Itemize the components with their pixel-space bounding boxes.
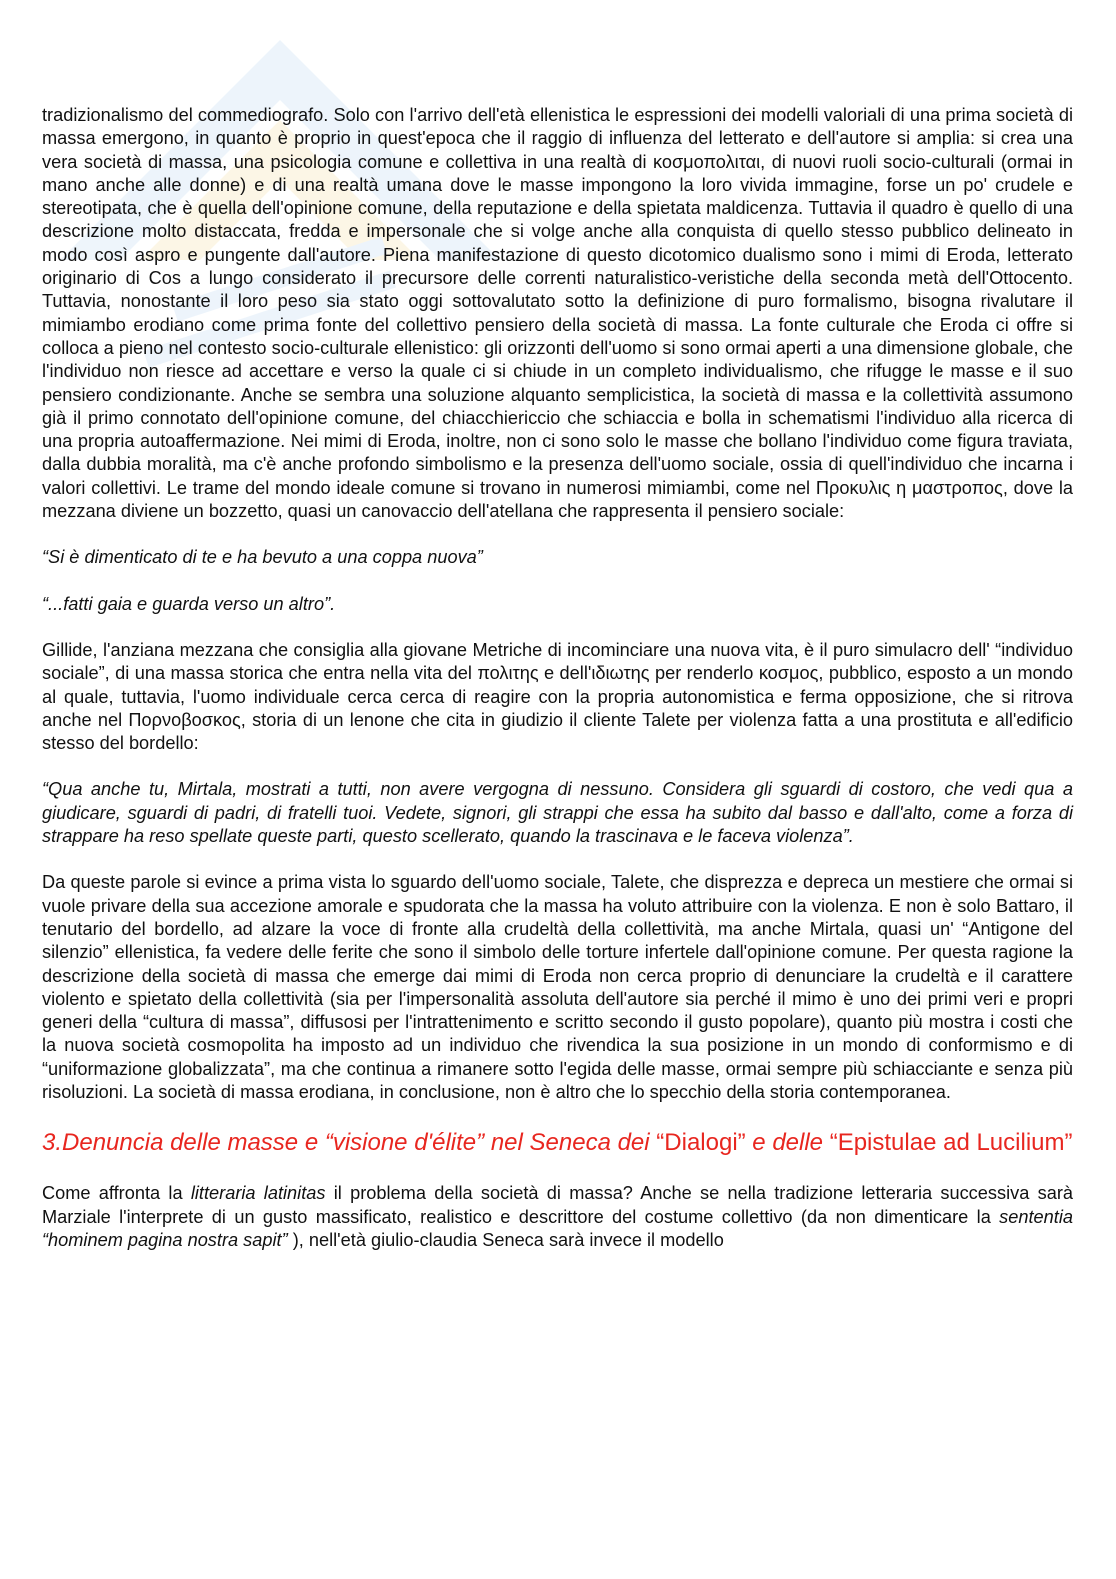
heading-part: “Dialogi”	[656, 1129, 746, 1157]
text-run: litteraria latinitas	[190, 1183, 326, 1204]
text-run: ), nell'età giulio-claudia Seneca sarà invece il modello	[287, 1229, 724, 1250]
quote: “...fatti gaia e guarda verso un altro”.	[42, 593, 336, 614]
text-run: sententia “hominem pagina nostra sapit”	[42, 1206, 1073, 1250]
text-run: Come affronta la	[42, 1183, 191, 1204]
body-paragraph: Da queste parole si evince a prima vista lo sguardo dell'uomo sociale, Talete, che disprezza e depreca un mestiere che ormai si vuole privare della sua accezione amorale e spudorata che la massa ha voluto attribuire con la violenza. E non è solo Battaro, il tenutario del bordello, ad alzare la voce di fronte alla crudeltà della collettività, ma anche Mirtala, quasi un' “Antigone del silenzio” ellenistica, fa vedere delle ferite che sono il simbolo delle torture infertele dall'opinione comune. Per questa ragione la descrizione della società di massa che emerge dai mimi di Eroda non cerca proprio di denunciare la crudeltà e il carattere violento e spietato della collettività (sia per l'impersonalità assoluta dell'autore sia perché il mimo è uno dei primi veri e propri generi della “cultura di massa”, diffusosi per l'intrattenimento e scritto secondo il gusto popolare), quanto più mostra i costi che la nuova società cosmopolita ha imposto ad un individuo che rivendica la sua posizione in un mondo di conformismo e di “uniformazione globalizzata”, ma che continua a rimanere sotto l'egida delle masse, ormai sempre più schiacciante e senza più risoluzioni. La società di massa erodiana, in conclusione, non è altro che lo specchio della storia contemporanea.	[42, 872, 1073, 1102]
document-page	[42, 104, 1073, 1252]
section-heading	[42, 1128, 1073, 1158]
text-run: il problema della società di massa? Anche se nella tradizione letteraria successiva sarà Marziale l'interprete di un gusto massificato, realistico e descrittore del costume collettivo (da non dimenticare la	[42, 1183, 1073, 1227]
heading-part: “Epistulae ad Lucilium”	[829, 1129, 1073, 1157]
quote: “Qua anche tu, Mirtala, mostrati a tutti, non avere vergogna di nessuno. Considera gli sguardi di costoro, che vedi qua a giudicare, sguardi di padri, di fratelli tuoi. Vedete, signori, gli strappi che essa ha subito dal basso e dall'alto, come a forza di strappare ha reso spellate queste parti, questo scellerato, quando la trascinava e le faceva violenza”.	[42, 779, 1073, 847]
body-paragraph: tradizionalismo del commediografo. Solo con l'arrivo dell'età ellenistica le espressioni dei modelli valoriali di una prima società di massa emergono, in quanto è proprio in quest'epoca che il raggio di influenza del letterato e dell'autore si amplia: si crea una vera società di massa, una psicologia comune e collettiva in una realtà di κοσμοπολιται, di nuovi ruoli socio-culturali (ormai in mano anche alle donne) e di una realtà umana dove le masse impongono la loro vivida immagine, forse un po' crudele e stereotipata, che è quella dell'opinione comune, della reputazione e della spietata maldicenza. Tuttavia il quadro è quello di una descrizione molto distaccata, fredda e impersonale che si volge anche alla conquista di quello stesso pubblico delineato in modo così aspro e pungente dall'autore. Piena manifestazione di questo dicotomico dualismo sono i mimi di Eroda, letterato originario di Cos a lungo considerato il precursore delle correnti naturalistico-veristiche della seconda metà dell'Ottocento. Tuttavia, nonostante il loro peso sia stato oggi sottovalutato sotto la definizione di puro formalismo, bisogna rivalutare il mimiambo erodiano come prima fonte del collettivo pensiero della società di massa. La fonte culturale che Eroda ci offre si colloca a pieno nel contesto socio-culturale ellenistico: gli orizzonti dell'uomo si sono ormai aperti a una dimensione globale, che l'individuo non riesce ad accettare e verso la quale ci si chiude in un completo individualismo, che rifugge le masse e il suo pensiero condizionante. Anche se sembra una soluzione alquanto semplicistica, la società di massa e la collettività assumono già il primo connotato dell'opinione comune, del chiacchiericcio che schiaccia e bolla in schematismi l'individuo alla ricerca di una propria autoaffermazione. Nei mimi di Eroda, inoltre, non ci sono solo le masse che bollano l'individuo come figura traviata, dalla dubbia moralità, ma c'è anche profondo simbolismo e la presenza dell'uomo sociale, ossia di quell'individuo che incarna i valori collettivi. Le trame del mondo ideale comune si trovano in numerosi mimiambi, come nel Προκυλις η μαστροπος, dove la mezzana diviene un bozzetto, quasi un canovaccio dell'atellana che rappresenta il pensiero sociale:	[42, 105, 1073, 522]
heading-part: e delle	[745, 1129, 830, 1157]
quote: “Si è dimenticato di te e ha bevuto a una coppa nuova”	[42, 547, 483, 568]
heading-part: 3.Denuncia delle masse e “visione d'élite” nel Seneca dei	[42, 1129, 657, 1157]
body-paragraph: Gillide, l'anziana mezzana che consiglia alla giovane Metriche di incominciare una nuova vita, è il puro simulacro dell' “individuo sociale”, di una massa storica che entra nella vita del πολιτης e dell'ιδιωτης per renderlo κοσμος, pubblico, esposto a un mondo al quale, tuttavia, l'uomo individuale cerca cerca di reagire con la propria autonomistica e ferma opposizione, che si ritrova anche nel Πορνοβοσκος, storia di un lenone che cita in giudizio il cliente Talete per violenza fatta a una prostituta e all'edificio stesso del bordello:	[42, 639, 1073, 754]
body-paragraph	[42, 1182, 1073, 1252]
